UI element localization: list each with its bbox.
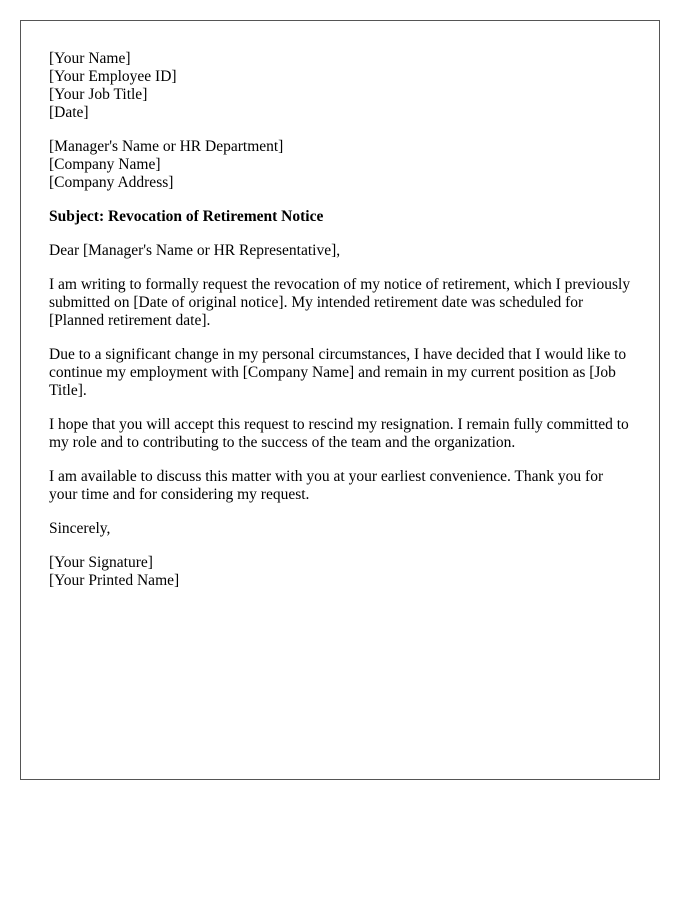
sender-job-title: [Your Job Title]	[49, 86, 148, 103]
signature-line: [Your Signature]	[49, 554, 153, 571]
body-paragraph-4: I am available to discuss this matter with you at your earliest convenience. Thank you for your time and for considering my request.	[49, 468, 604, 503]
signature-block	[49, 554, 631, 590]
recipient-address: [Company Address]	[49, 174, 174, 191]
printed-name: [Your Printed Name]	[49, 572, 180, 589]
recipient-name: [Manager's Name or HR Department]	[49, 138, 284, 155]
letter-page	[20, 20, 660, 780]
body-paragraph-1: I am writing to formally request the revocation of my notice of retirement, which I previously submitted on [Date of original notice]. My intended retirement date was scheduled for [Planned retirement date].	[49, 276, 631, 329]
body-paragraph-2: Due to a significant change in my personal circumstances, I have decided that I would like to continue my employment with [Company Name] and remain in my current position as [Job Title].	[49, 346, 627, 399]
letter-subject: Subject: Revocation of Retirement Notice	[49, 208, 324, 225]
letter-closing: Sincerely,	[49, 520, 111, 537]
sender-employee-id: [Your Employee ID]	[49, 68, 177, 85]
sender-name: [Your Name]	[49, 50, 131, 67]
recipient-block	[49, 138, 631, 192]
recipient-company: [Company Name]	[49, 156, 161, 173]
body-paragraph-3: I hope that you will accept this request to rescind my resignation. I remain fully committed to my role and to contributing to the success of the team and the organization.	[49, 416, 629, 451]
letter-salutation: Dear [Manager's Name or HR Representative],	[49, 242, 341, 259]
sender-date: [Date]	[49, 104, 89, 121]
sender-block	[49, 50, 631, 122]
